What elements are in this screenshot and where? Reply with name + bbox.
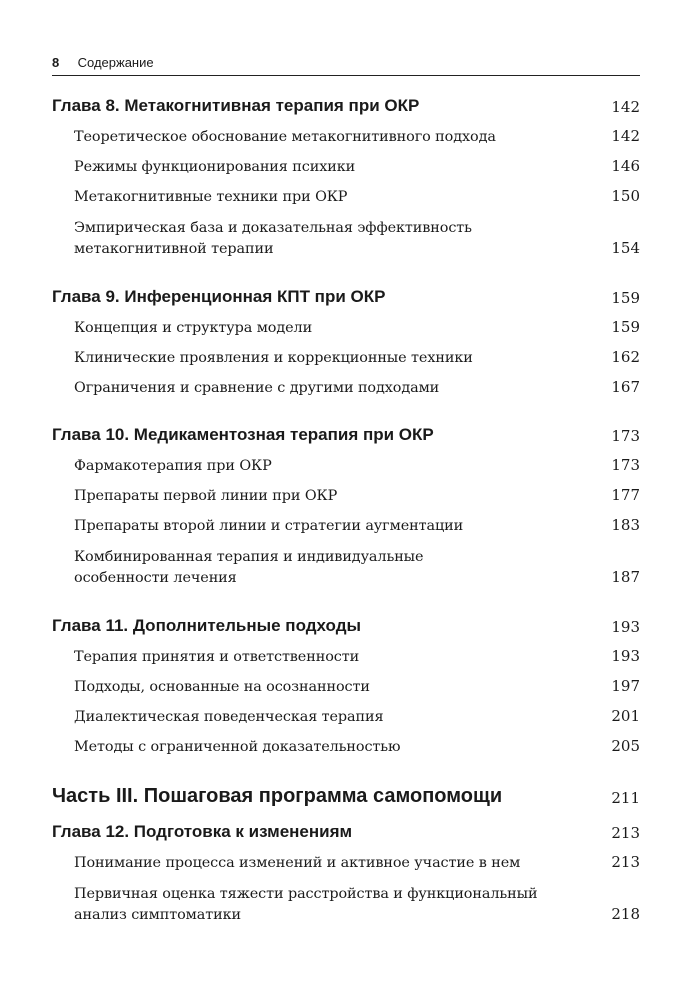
section-title-line: Эмпирическая база и доказательная эффективность	[74, 220, 472, 236]
page-ref: 159	[611, 289, 640, 307]
section-title	[74, 647, 359, 668]
page-ref: 142	[611, 98, 640, 116]
page-ref: 159	[611, 318, 640, 336]
running-title: Содержание	[77, 55, 154, 70]
section-title-line: Ограничения и сравнение с другими подходами	[74, 380, 440, 396]
section-title	[74, 218, 472, 260]
section-title-line: особенности лечения	[74, 570, 237, 586]
section-title-line: Метакогнитивные техники при ОКР	[74, 189, 348, 205]
page-ref: 162	[611, 348, 640, 366]
section-title-line: Подходы, основанные на осознанности	[74, 679, 370, 695]
section-title	[74, 884, 537, 926]
section-title	[74, 456, 272, 477]
section-title-line: Клинические проявления и коррекционные техники	[74, 350, 473, 366]
running-head	[52, 55, 640, 76]
page-ref: 193	[611, 618, 640, 636]
section-title-line: Терапия принятия и ответственности	[74, 649, 360, 665]
chapter-title: Глава 10. Медикаментозная терапия при ОКР	[52, 425, 434, 444]
page-ref: 187	[611, 568, 640, 586]
page-ref: 173	[611, 427, 640, 445]
page-ref: 201	[611, 707, 640, 725]
section-title-line: Теоретическое обоснование метакогнитивного подхода	[74, 129, 496, 145]
page-ref: 154	[611, 239, 640, 257]
page-ref: 213	[611, 824, 640, 842]
page-ref: 213	[611, 853, 640, 871]
section-title-line: Препараты первой линии при ОКР	[74, 488, 338, 504]
section-title	[74, 127, 496, 148]
page-ref: 150	[611, 187, 640, 205]
page-ref: 205	[611, 737, 640, 755]
section-title	[74, 707, 383, 728]
section-title	[74, 677, 370, 698]
section-title	[74, 348, 473, 369]
part-title: Часть III. Пошаговая программа самопомощи	[52, 785, 503, 807]
section-title-line: Первичная оценка тяжести расстройства и функциональный	[74, 886, 538, 902]
section-title-line: Режимы функционирования психики	[74, 159, 356, 175]
page-ref: 193	[611, 647, 640, 665]
chapter-title: Глава 12. Подготовка к изменениям	[52, 822, 353, 841]
section-title-line: Препараты второй линии и стратегии аугментации	[74, 518, 464, 534]
section-title-line: Методы с ограниченной доказательностью	[74, 739, 401, 755]
section-title-line: Понимание процесса изменений и активное участие в нем	[74, 855, 521, 871]
page-number: 8	[52, 55, 60, 70]
section-title	[74, 157, 355, 178]
section-title-line: Концепция и структура модели	[74, 320, 313, 336]
page-ref: 218	[611, 905, 640, 923]
page-ref: 177	[611, 486, 640, 504]
page-ref: 142	[611, 127, 640, 145]
section-title	[74, 737, 400, 758]
section-title-line: Фармакотерапия при ОКР	[74, 458, 272, 474]
section-title-line: Комбинированная терапия и индивидуальные	[74, 549, 424, 565]
chapter-title: Глава 11. Дополнительные подходы	[52, 616, 362, 635]
page-ref: 211	[611, 789, 640, 807]
section-title-line: метакогнитивной терапии	[74, 241, 274, 257]
page-ref: 173	[611, 456, 640, 474]
section-title-line: анализ симптоматики	[74, 907, 241, 923]
chapter-title: Глава 9. Инференционная КПТ при ОКР	[52, 287, 386, 306]
section-title	[74, 187, 347, 208]
section-title	[74, 547, 423, 589]
page-ref: 197	[611, 677, 640, 695]
section-title	[74, 378, 439, 399]
chapter-title: Глава 8. Метакогнитивная терапия при ОКР	[52, 96, 420, 115]
page-ref: 146	[611, 157, 640, 175]
section-title	[74, 853, 520, 874]
section-title	[74, 486, 337, 507]
page-ref: 183	[611, 516, 640, 534]
section-title	[74, 516, 463, 537]
section-title	[74, 318, 312, 339]
section-title-line: Диалектическая поведенческая терапия	[74, 709, 384, 725]
page-ref: 167	[611, 378, 640, 396]
